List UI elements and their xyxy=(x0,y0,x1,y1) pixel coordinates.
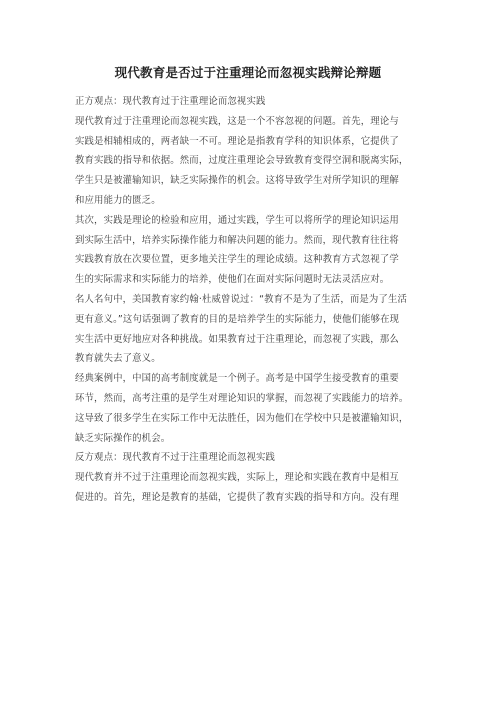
paragraph-line: 名人名句中，美国教育家约翰·杜威曾说过：“教育不是为了生活，而是为了生活 xyxy=(75,293,407,305)
document-body xyxy=(75,92,435,508)
paragraph-line: 环节，然而，高考注重的是学生对理论知识的掌握，而忽视了实践能力的培养。 xyxy=(75,392,409,404)
paragraph-line: 其次，实践是理论的检验和应用，通过实践，学生可以将所学的理论知识运用 xyxy=(75,214,399,226)
paragraph-line: 实生活中更好地应对各种挑战。如果教育过于注重理论，而忽视了实践，那么 xyxy=(75,333,399,345)
paragraph-line: 学生只是被灌输知识，缺乏实际操作的机会。这将导致学生对所学知识的理解 xyxy=(75,175,399,187)
section-heading-affirmative: 正方观点：现代教育过于注重理论而忽视实践 xyxy=(75,96,266,107)
paragraph-line: 经典案例中，中国的高考制度就是一个例子。高考是中国学生接受教育的重要 xyxy=(75,373,399,385)
paragraph-line: 到实际生活中，培养实际操作能力和解决问题的能力。然而，现代教育往往将 xyxy=(75,234,399,246)
section-heading-negative: 反方观点：现代教育不过于注重理论而忽视实践 xyxy=(75,452,276,464)
paragraph-line: 现代教育并不过于注重理论而忽视实践，实际上，理论和实践在教育中是相互 xyxy=(75,472,399,484)
paragraph-line: 实践教育放在次要位置，更多地关注学生的理论成绩。这种教育方式忽视了学 xyxy=(75,254,399,266)
paragraph-line: 和应用能力的匮乏。 xyxy=(75,194,161,206)
paragraph-line: 教育实践的指导和依据。然而，过度注重理论会导致教育变得空洞和脱离实际， xyxy=(75,155,409,167)
paragraph-line: 更有意义。”这句话强调了教育的目的是培养学生的实际能力，使他们能够在现 xyxy=(75,313,400,325)
paragraph-line: 现代教育过于注重理论而忽视实践，这是一个不容忽视的问题。首先，理论与 xyxy=(75,115,399,127)
paragraph-line: 缺乏实际操作的机会。 xyxy=(75,432,171,444)
paragraph-line: 教育就失去了意义。 xyxy=(75,353,161,365)
document-title: 现代教育是否过于注重理论而忽视实践辩论辩题 xyxy=(114,65,382,80)
paragraph-line: 这导致了很多学生在实际工作中无法胜任，因为他们在学校中只是被灌输知识， xyxy=(75,412,409,424)
paragraph-line: 生的实际需求和实际能力的培养，使他们在面对实际问题时无法灵活应对。 xyxy=(75,274,390,286)
paragraph-line: 实践是相辅相成的，两者缺一不可。理论是指教育学科的知识体系，它提供了 xyxy=(75,135,399,147)
paragraph-line: 促进的。首先，理论是教育的基础，它提供了教育实践的指导和方向。没有理 xyxy=(75,491,399,503)
